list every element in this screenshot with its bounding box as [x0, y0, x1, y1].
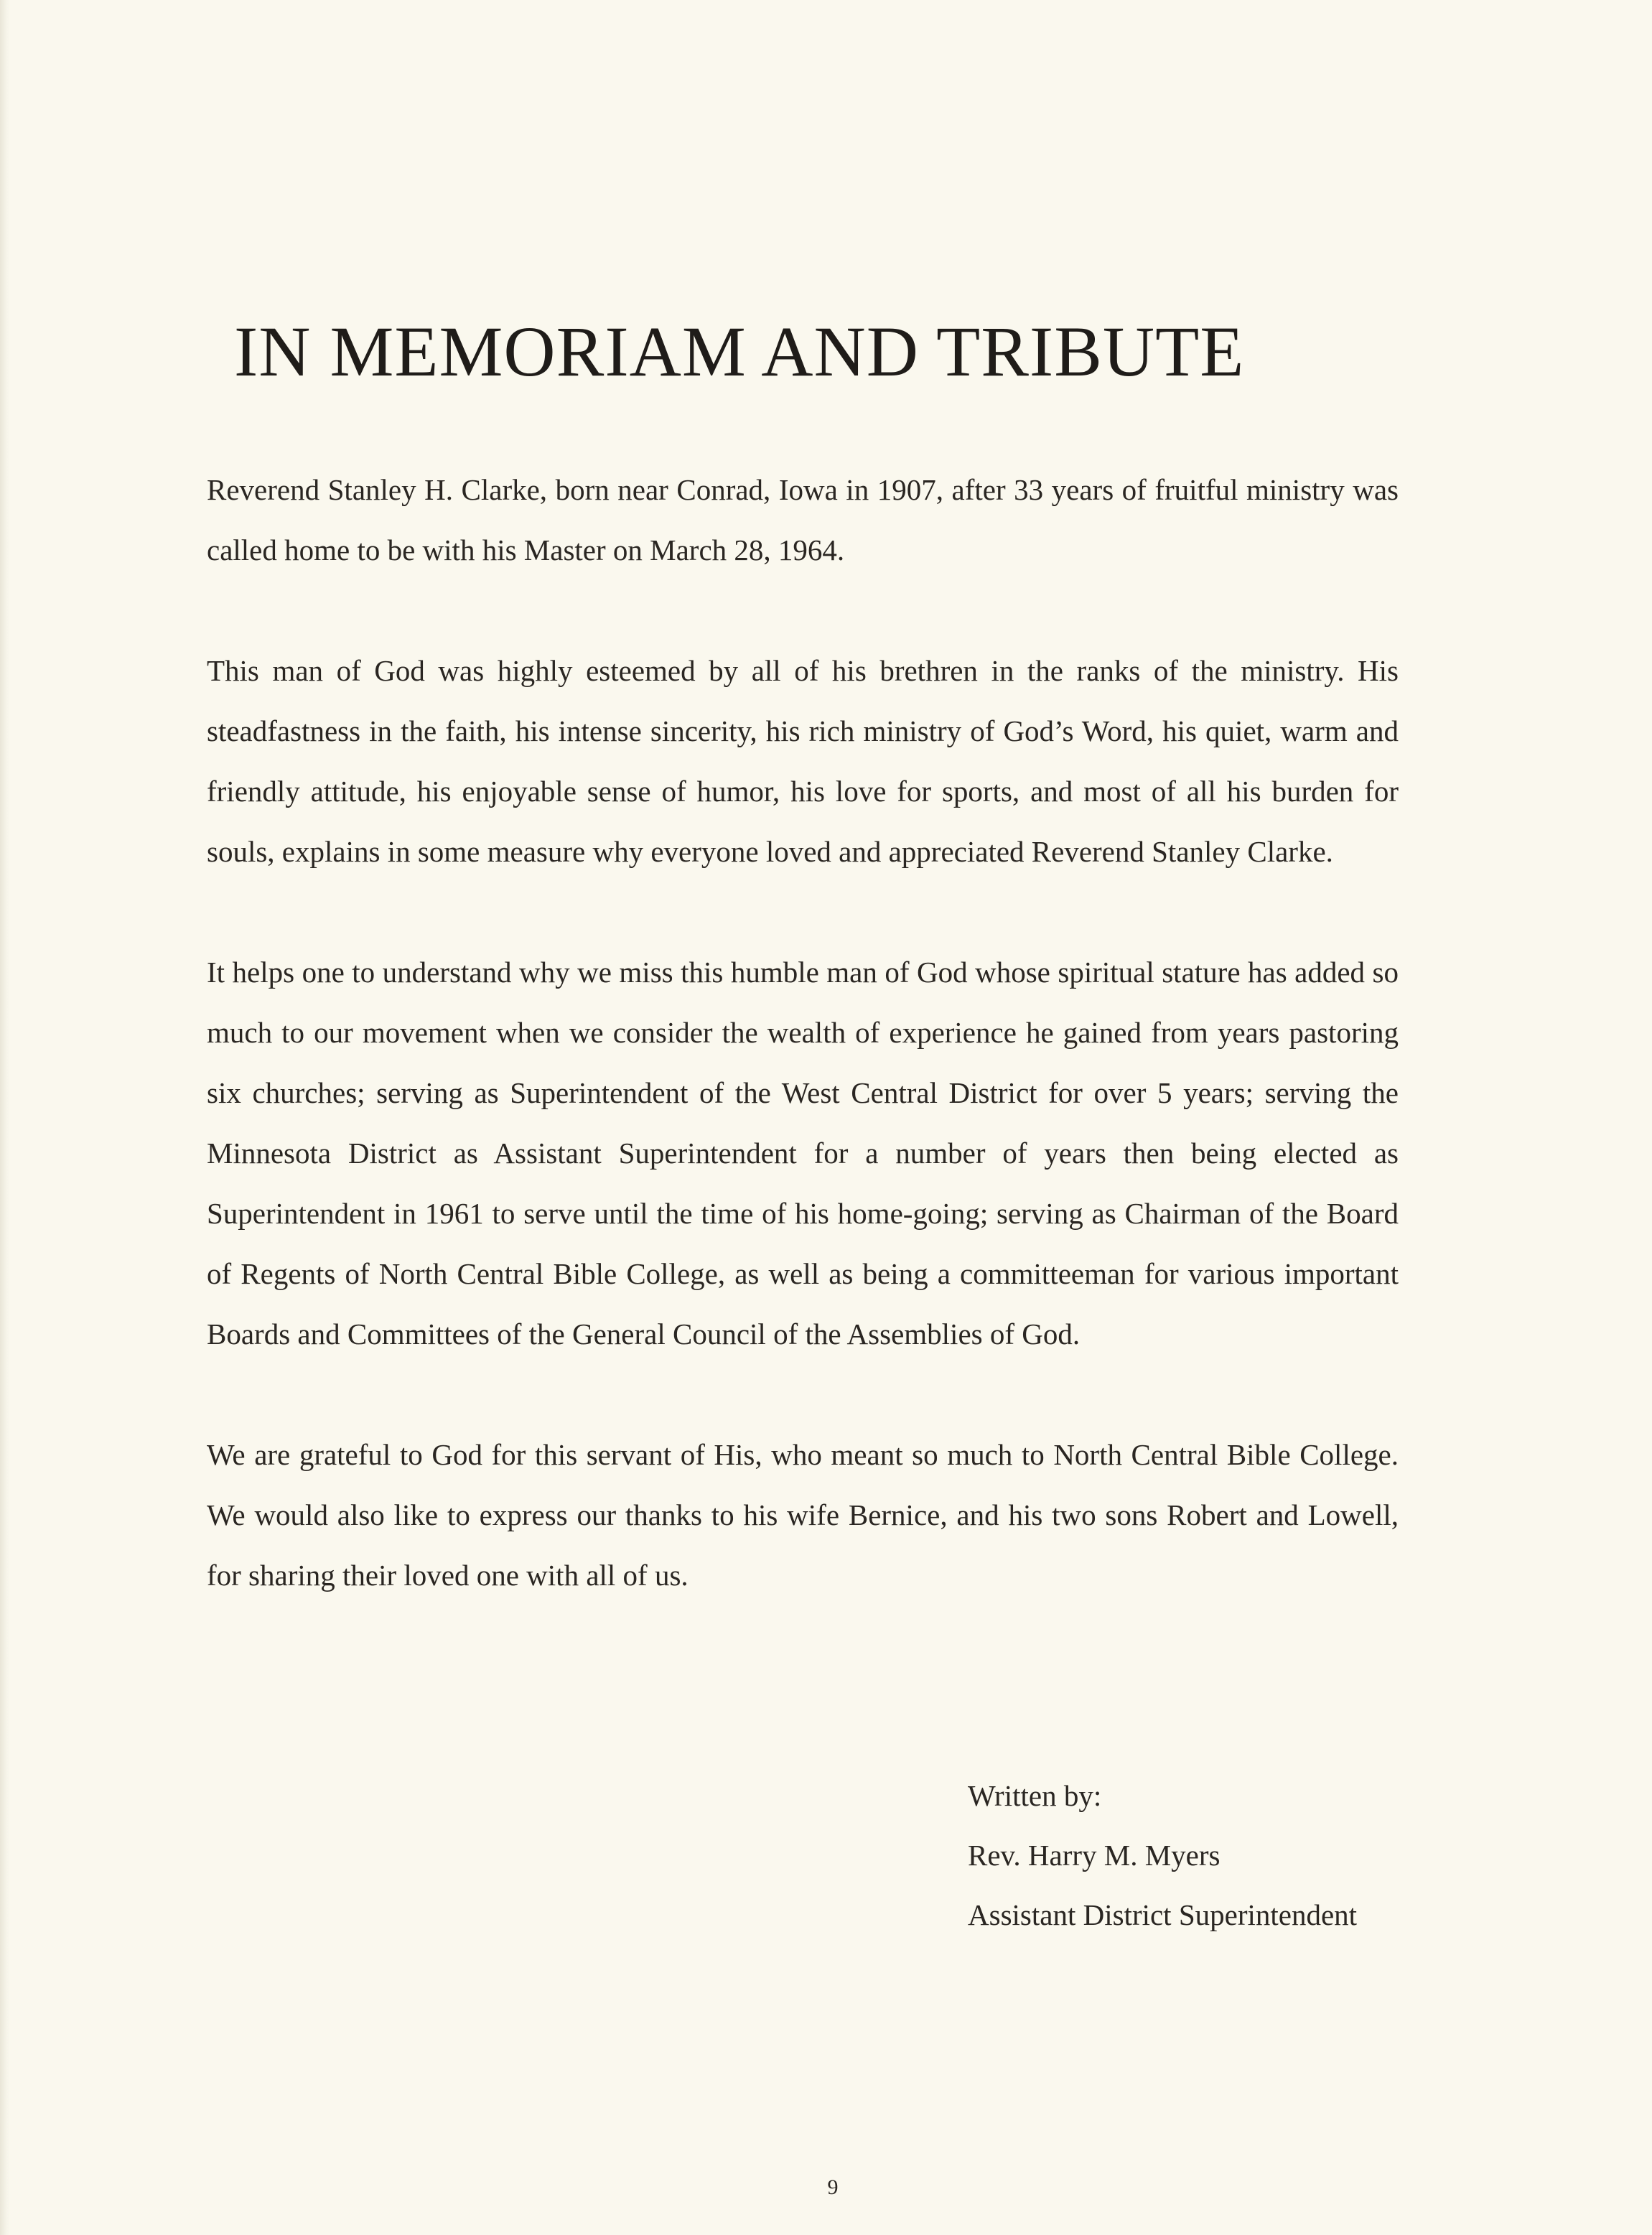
- paragraph-character: This man of God was highly esteemed by all of his brethren in the ranks of the ministry. His steadfastness in the faith, his intense sincerity, his rich ministry of God’s Word, his quiet, warm and friendly attitude, his enjoyable sense of humor, his love for sports, and most of all his burden for souls, explains in some measure why everyone loved and appreciated Reverend Stanley Clarke.: [207, 654, 1399, 868]
- paragraph-biography: Reverend Stanley H. Clarke, born near Conrad, Iowa in 1907, after 33 years of fruitful ministry was called home to be with his Master on March 28, 1964.: [207, 473, 1399, 566]
- page-title: IN MEMORIAM AND TRIBUTE: [234, 312, 1245, 391]
- paragraph-service: It helps one to understand why we miss this humble man of God whose spiritual stature has added so much to our movement when we consider the wealth of experience he gained from years pastoring six churches; serving as Superintendent of the West Central District for over 5 years; serving the Minnesota District as Assistant Superintendent for a number of years then being elected as Superintendent in 1961 to serve until the time of his home-going; serving as Chairman of the Board of Regents of North Central Bible College, as well as being a committeeman for various important Boards and Committees of the General Council of the Assemblies of God.: [207, 956, 1399, 1350]
- signature-block: [968, 1766, 1357, 1945]
- page-edge-shadow: [0, 0, 10, 2235]
- author-name: Rev. Harry M. Myers: [968, 1839, 1221, 1872]
- paragraph-gratitude: We are grateful to God for this servant of His, who meant so much to North Central Bible College. We would also like to express our thanks to his wife Bernice, and his two sons Robert and Lowell, for sharing their loved one with all of us.: [207, 1438, 1399, 1592]
- author-role: Assistant District Superintendent: [968, 1898, 1358, 1931]
- memorial-body: [207, 459, 1399, 1605]
- signature-label: Written by:: [968, 1779, 1102, 1812]
- page-number: 9: [827, 2175, 839, 2199]
